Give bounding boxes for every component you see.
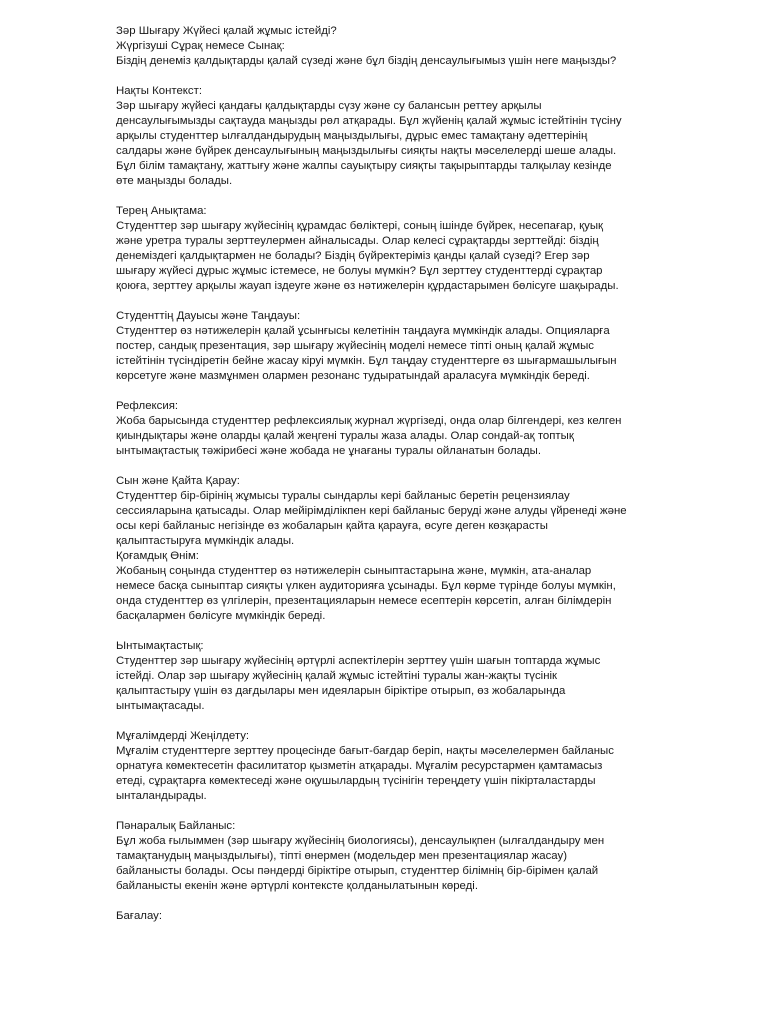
paragraph-line: тамақтанудың маңыздылығы), тіпті өнермен (модельдер мен презентациялар жасау)	[116, 850, 567, 862]
section-heading: Мұғалімдерді Жеңілдету:	[116, 730, 250, 742]
section-real-context	[116, 84, 656, 189]
paragraph-line: Мұғалім студенттерге зерттеу процесінде бағыт-бағдар беріп, нақты мәселелермен байланыс	[116, 745, 614, 757]
paragraph-line: өте маңызды болады.	[116, 175, 233, 187]
spacer	[116, 384, 656, 399]
section-heading: Бағалау:	[116, 910, 163, 922]
spacer	[116, 804, 656, 819]
section-heading: Пәнаралық Байланыс:	[116, 820, 236, 832]
paragraph-line: Студенттер өз нәтижелерін қалай ұсынғысы келетінін таңдауға мүмкіндік алады. Опцияларға	[116, 325, 610, 337]
paragraph-line: онда студенттер өз үлгілерін, презентацияларын немесе есептерін көрсетіп, алған білімдерін	[116, 595, 612, 607]
section-heading: Ынтымақтастық:	[116, 640, 204, 652]
paragraph-line: басқалармен бөлісуге мүмкіндік береді.	[116, 610, 326, 622]
section-heading: Нақты Контекст:	[116, 85, 202, 97]
spacer	[116, 459, 656, 474]
paragraph-line: немесе басқа сыныптар сияқты үлкен аудиторияға ұсынады. Бұл көрме түрінде болуы мүмкін,	[116, 580, 616, 592]
spacer	[116, 624, 656, 639]
paragraph-line: істейтінін түсіндіретін бейне жасау кіруі мүмкін. Бұл таңдау студенттерге өз шығармашылығын	[116, 355, 617, 367]
paragraph-line: осы кері байланыс негізінде өз жобаларын қайта қарауға, өсуге деген көзқарасты	[116, 520, 548, 532]
section-public-product	[116, 549, 656, 624]
paragraph-line: көрсетуге және мазмұнмен олармен резонанс тудыратындай араласуға мүмкіндік береді.	[116, 370, 590, 382]
paragraph-line: сессияларына қатысады. Олар мейірімділікпен кері байланыс беруді және алуды үйренеді және	[116, 505, 627, 517]
paragraph-line: байланысты болады. Осы пәндерді біріктіре отырып, студенттер білімнің бір-бірімен қалай	[116, 865, 599, 877]
paragraph-line: қалыптастыру үшін өз дағдылары мен идеяларын біріктіре отырып, өз жобаларында	[116, 685, 566, 697]
paragraph-line: және уретра туралы зерттеулермен айналысады. Олар келесі сұрақтарды зерттейді: біздің	[116, 235, 599, 247]
paragraph-line: денеміздегі қалдықтармен не болады? Біздің бүйректеріміз қанды қалай сүзеді? Егер зәр	[116, 250, 590, 262]
section-critique-revision	[116, 474, 656, 549]
paragraph-line: етеді, сұрақтарға көмектеседі және оқушылардың түсінігін тереңдету үшін пікірталастарды	[116, 775, 596, 787]
section-heading: Сын және Қайта Қарау:	[116, 475, 240, 487]
paragraph-line: Зәр шығару жүйесі қандағы қалдықтарды сүзу және су балансын реттеу арқылы	[116, 100, 542, 112]
section-teacher-facilitation	[116, 729, 656, 804]
spacer	[116, 69, 656, 84]
paragraph-line: қиындықтары және оларды қалай жеңгені туралы жаза алады. Олар сондай-ақ топтық	[116, 430, 574, 442]
paragraph-line: Бұл жоба ғылыммен (зәр шығару жүйесінің биологиясы), денсаулықпен (ылғалдандыру мен	[116, 835, 605, 847]
section-heading: Рефлексия:	[116, 400, 179, 412]
section-heading: Қоғамдық Өнім:	[116, 550, 199, 562]
spacer	[116, 189, 656, 204]
spacer	[116, 714, 656, 729]
paragraph-line: Жоба барысында студенттер рефлексиялық журнал жүргізеді, онда олар білгендері, кез келген	[116, 415, 622, 427]
section-heading: Студенттің Дауысы және Таңдауы:	[116, 310, 301, 322]
paragraph-line: ынтымақтастық тәжірибесі және жобада не ұнағаны туралы ойланатын болады.	[116, 445, 541, 457]
paragraph-line: постер, сандық презентация, зәр шығару жүйесінің моделі немесе тіпті оның қалай жұмыс	[116, 340, 594, 352]
document-title: Зәр Шығару Жүйесі қалай жұмыс істейді?	[116, 25, 337, 37]
question-text: Біздің денеміз қалдықтарды қалай сүзеді және бұл біздің денсаулығымыз үшін неге маңызды?	[116, 55, 617, 67]
paragraph-line: шығару жүйесі дұрыс жұмыс істемесе, не болуы мүмкін? Бұл зерттеу студенттерді сұрақтар	[116, 265, 603, 277]
paragraph-line: байланысты екенін және әртүрлі контексте қолданылатынын көреді.	[116, 880, 478, 892]
paragraph-line: Студенттер бір-бірінің жұмысы туралы сындарлы кері байланыс беретін рецензиялау	[116, 490, 570, 502]
question-heading: Жүргізуші Сұрақ немесе Сынақ:	[116, 40, 285, 52]
paragraph-line: қалыптастыруға мүмкіндік алады.	[116, 535, 295, 547]
section-interdisciplinary	[116, 819, 656, 894]
paragraph-line: арқылы студенттер ылғалдандырудың маңыздылығы, дұрыс емес тамақтану әдеттерінің	[116, 130, 588, 142]
document-page	[116, 24, 656, 924]
section-deep-inquiry	[116, 204, 656, 294]
paragraph-line: Бұл білім тамақтану, жаттығу және жалпы сауықтыру сияқты тақырыптарды талқылау кезінде	[116, 160, 612, 172]
paragraph-line: істейді. Олар зәр шығару жүйесінің қалай жұмыс істейтіні туралы жан-жақты түсінік	[116, 670, 558, 682]
paragraph-line: орнатуға көмектесетін фасилитатор қызметін атқарады. Мұғалім ресурстармен қамтамасыз	[116, 760, 603, 772]
section-collaboration	[116, 639, 656, 714]
spacer	[116, 294, 656, 309]
paragraph-line: Студенттер зәр шығару жүйесінің құрамдас бөліктері, соның ішінде бүйрек, несепағар, қуық	[116, 220, 603, 232]
paragraph-line: ынталандырады.	[116, 790, 207, 802]
section-assessment	[116, 909, 656, 924]
paragraph-line: Студенттер зәр шығару жүйесінің әртүрлі аспектілерін зерттеу үшін шағын топтарда жұмыс	[116, 655, 601, 667]
paragraph-line: Жобаның соңында студенттер өз нәтижелерін сыныптастарына және, мүмкін, ата-аналар	[116, 565, 592, 577]
section-reflection	[116, 399, 656, 459]
paragraph-line: денсаулығымызды сақтауда маңызды рөл атқарады. Бұл жүйенің қалай жұмыс істейтінін түсіну	[116, 115, 622, 127]
paragraph-line: ынтымақтасады.	[116, 700, 205, 712]
section-heading: Терең Анықтама:	[116, 205, 207, 217]
spacer	[116, 894, 656, 909]
section-student-voice	[116, 309, 656, 384]
paragraph-line: қоюға, зерттеу арқылы жауап іздеуге және өз нәтижелерін құрдастарымен бөлісуге шақырады.	[116, 280, 619, 292]
paragraph-line: салдары және бүйрек денсаулығының маңыздылығы сияқты нақты мәселелерді шеше алады.	[116, 145, 617, 157]
